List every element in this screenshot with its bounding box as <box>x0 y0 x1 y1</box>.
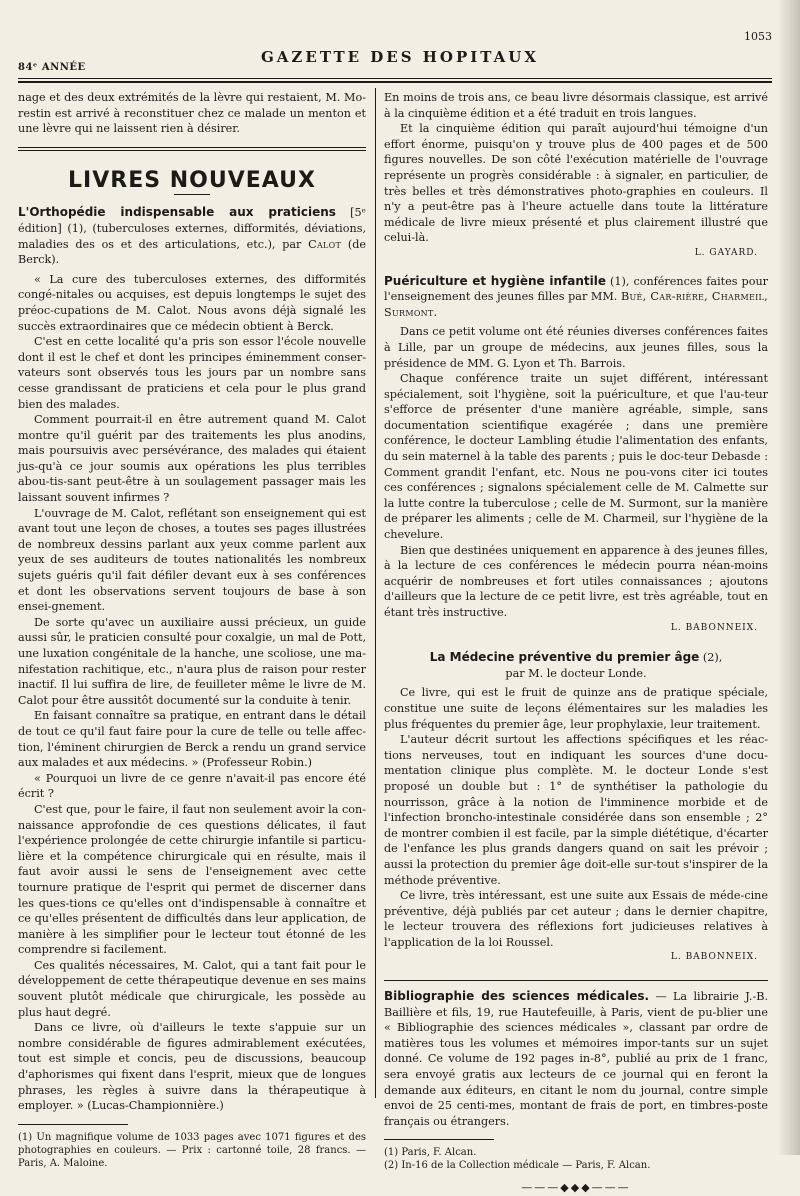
footnote: (2) In-16 de la Collection médicale — Paris, F. Alcan. <box>384 1160 651 1172</box>
intro-paragraph: nage et des deux extrémités de la lèvre qui restaient, M. Mo-restin est arrivé à reconstituer chez ce malade un menton et une lèvre qui ne laissent rien à désirer. <box>18 91 366 136</box>
review-paragraph: Chaque conférence traite un sujet différent, intéressant spécialement, soit l'hygiène, soit la puériculture, et que l'au-teur s'efforce de présenter d'une manière agréable, simple, sans documentation scientifique exagérée ; dans une première conférence, le docteur Lambling étudie l'alimentation des enfants, du sein maternel à la table des parents ; puis le doc-teur Debasde : Comment grandit l'enfant, etc. Nous ne pou-vons citer ici toutes ces conférences ; signalons spécialement celle de M. Calmette sur la lutte contre la tuberculose ; celle de M. Surmont, sur la manière de préparer les aliments ; celle de M. Charmeil, sur l'hygiène de la chevelure. <box>384 372 768 542</box>
footnote: (1) Un magnifique volume de 1033 pages avec 1071 figures et des photographies en couleurs. — Prix : cartonné toile, 28 francs. — Paris, A. Maloine. <box>18 1131 366 1169</box>
review-paragraph: En faisant connaître sa pratique, en entrant dans le détail de tout ce qu'il faut faire pour la cure de telle ou telle affec-tion, l'éminent chirurgien de Berck a rendu un grand service aux malades et aux médecins. » (Professeur Robin.) <box>18 709 366 770</box>
ornament-divider: ———◆◆◆——— <box>521 1181 631 1195</box>
review-paragraph: En moins de trois ans, ce beau livre désormais classique, est arrivé à la cinquième édition et a été traduit en trois langues. <box>384 91 768 120</box>
section-rule <box>18 147 366 151</box>
review-bibliographie <box>384 989 768 1129</box>
review-paragraph: Ce livre, très intéressant, est une suite aux Essais de méde-cine préventive, déjà publiés par cet auteur ; dans le dernier chapitre, le lecteur trouvera des réflexions fort judicieuses relatives à l'application de la loi Roussel. <box>384 889 768 949</box>
section-title: LIVRES NOUVEAUX <box>68 167 316 193</box>
review-paragraph: C'est que, pour le faire, il faut non seulement avoir la con-naissance approfondie de ces questions délicates, il faut l'expérience prolongée de cette chirurgie infantile si particu-lière et la compétence chirurgicale qui en résulte, mais il faut avoir aussi le sens de l'enseignement avec cette tournure pratique de l'esprit qui permet de discerner dans les ques-tions ce qu'elles ont d'indispensable à connaître et ce qu'elles présentent de difficultés dans leur application, de manière à les simplifier pour le lecteur tout étonné de les comprendre si facilement. <box>18 802 366 957</box>
left-column <box>18 90 366 1170</box>
review-puericulture <box>384 274 768 637</box>
review-heading-medecine-preventive <box>384 650 768 681</box>
journal-title: GAZETTE DES HOPITAUX <box>260 48 539 66</box>
review-title: Bibliographie des sciences médicales. <box>384 989 650 1004</box>
title-underline <box>174 194 210 195</box>
signature: L. BABONNEIX. <box>670 622 758 633</box>
review-paragraph: Bien que destinées uniquement en apparence à des jeunes filles, à la lecture de ces conférences le médecin pourra néan-moins acquérir de nombreuses et fort utiles connaissances ; ajoutons d'ailleurs que la lecture de ce petit livre, est très agréable, tout en étant très instructive. <box>384 543 768 619</box>
review-paragraph: L'ouvrage de M. Calot, reflétant son enseignement qui est avant tout une leçon de choses, a toutes ses pages illustrées de nombreux dessins parlant aux yeux comme parlent aux yeux de ses auditeurs de toutes nationalités les nombreux sujets guéris qu'il fait défiler devant eux à ses conférences et dont les observations servent toujours de base à son ensei-gnement. <box>18 506 366 614</box>
review-title: Puériculture et hygiène infantile <box>384 273 606 288</box>
review-title: La Médecine préventive du premier âge <box>429 650 700 665</box>
page-number: 1053 <box>744 30 772 43</box>
review-paragraph: Et la cinquième édition qui paraît aujourd'hui témoigne d'un effort énorme, puisqu'on y trouve plus de 400 pages et de 500 figures nouvelles. De son côté l'exécution matérielle de l'ouvrage représente un progrès considérable : à signaler, en particulier, de très belles et très démonstratives photo-graphies en couleurs. Il n'y a peut-être pas à l'heure actuelle dans toute la littérature médicale de livre mieux présenté et plus clairement illustré que celui-là. <box>384 122 768 245</box>
footnote-rule <box>18 1124 128 1125</box>
review-heading-puericulture <box>384 274 768 321</box>
review-paragraph: « La cure des tuberculoses externes, des difformités congé-nitales ou acquises, est depuis longtemps le sujet des préoc-cupations de M. Calot. Nous avons déjà signalé les succès extraordinaires que ce médecin obtient à Berck. <box>18 272 366 333</box>
review-byline: par M. le docteur Londe. <box>505 666 647 680</box>
section-rule <box>384 980 768 981</box>
header-rule <box>18 78 772 83</box>
review-paragraph: Dans ce livre, où d'ailleurs le texte s'appuie sur un nombre considérable de figures admirablement exécutées, tout est simple et concis, peu de discussions, beaucoup d'aphorismes qui fixent dans l'esprit, mieux que de longues phrases, les règles à suivre dans la thérapeutique à employer. » (Lucas-Championnière.) <box>18 1021 366 1113</box>
review-subtitle: (2), <box>699 651 723 665</box>
signature: L. GAYARD. <box>694 247 758 258</box>
review-paragraph: Ce livre, qui est le fruit de quinze ans de pratique spéciale, constitue une suite de leçons élémentaires sur les maladies les plus fréquentes du premier âge, leur prophylaxie, leur traitement. <box>384 686 768 731</box>
issue-label: 84ᵉ ANNÉE <box>18 62 86 73</box>
review-paragraph: « Pourquoi un livre de ce genre n'avait-il pas encore été écrit ? <box>18 771 366 801</box>
footnote-rule <box>384 1139 494 1140</box>
review-author: Calot <box>308 237 342 251</box>
review-authors: Bué, Car-rière, Charmeil, Surmont. <box>384 290 769 319</box>
page-edge-shadow <box>778 0 800 1155</box>
review-heading-orthopedie <box>18 205 366 267</box>
review-paragraph: De sorte qu'avec un auxiliaire aussi précieux, un guide aussi sûr, le praticien consulté pour coxalgie, un mal de Pott, une luxation congénitale de la hanche, une scoliose, une ma-nifestation rachitique, etc., n'aura plus de raison pour rester inactif. Il lui suffira de lire, de feuilleter même le livre de M. Calot pour être aussitôt documenté sur la conduite à tenir. <box>18 615 366 707</box>
right-column <box>384 90 768 1196</box>
review-paragraph: Ces qualités nécessaires, M. Calot, qui a tant fait pour le développement de cette thérapeutique devenue en ses mains souvent plutôt médicale que chirurgicale, les possède au plus haut degré. <box>18 958 366 1019</box>
review-paragraph: Comment pourrait-il en être autrement quand M. Calot montre qu'il guérit par des traitements les plus anodins, mais poursuivis avec persévérance, des malades qui étaient jus-qu'à ce jour soumis aux opérations les plus terribles abou-tis-sant peut-être à un soulagement passager mais les laissant souvent infirmes ? <box>18 413 366 505</box>
review-subtitle: [5ᵉ édition] (1), (tuberculoses externes, difformités, déviations, maladies des os et des articulations, etc.), par <box>18 206 366 251</box>
review-paragraph: C'est en cette localité qu'a pris son essor l'école nouvelle dont il est le chef et dont les principes éminemment conser-vateurs sont observés tous les jours par un nombre sans cesse grandissant de praticiens et cela pour le plus grand bien des malades. <box>18 335 366 411</box>
review-text: — La librairie J.-B. Baillière et fils, 19, rue Hautefeuille, à Paris, vient de pu-blier une « Bibliographie des sciences médicales », classant par ordre de matières tous les volumes et mémoires impor-tants sur un sujet donné. Ce volume de 192 pages in-8°, publié au prix de 1 franc, sera envoyé gratis aux lecteurs de ce journal qui en feront la demande aux éditeurs, en citant le nom du journal, contre simple envoi de 25 centi-mes, montant de frais de port, en timbres-poste français ou étrangers. <box>384 990 769 1128</box>
review-author-tail: (de Berck). <box>18 237 366 267</box>
review-paragraph: L'auteur décrit surtout les affections spécifiques et les réac-tions nerveuses, tout en indiquant les sources d'une docu-mentation clinique plus complète. M. le docteur Londe s'est proposé un double but : 1° de synthétiser la pathologie du nourrisson, grâce à la notion de l'imminence morbide et de l'infection broncho-intestinale considérée dans son ensemble ; 2° de montrer combien il est facile, par la simple diététique, d'écarter de l'enfance les plus grands dangers quand on sait les prévoir ; aussi la protection du premier âge doit-elle sur-tout s'inspirer de la méthode préventive. <box>384 733 768 887</box>
review-paragraph: Dans ce petit volume ont été réunies diverses conférences faites à Lille, par un groupe de médecins, aux jeunes filles, sous la présidence de MM. G. Lyon et Th. Barrois. <box>384 325 768 370</box>
review-title: L'Orthopédie indispensable aux praticiens <box>18 205 336 220</box>
signature: L. BABONNEIX. <box>670 952 758 963</box>
review-subtitle: (1), conférences faites pour l'enseignement des jeunes filles par MM. <box>384 274 768 304</box>
footnote: (1) Paris, F. Alcan. <box>384 1147 477 1159</box>
column-divider <box>375 88 376 1098</box>
